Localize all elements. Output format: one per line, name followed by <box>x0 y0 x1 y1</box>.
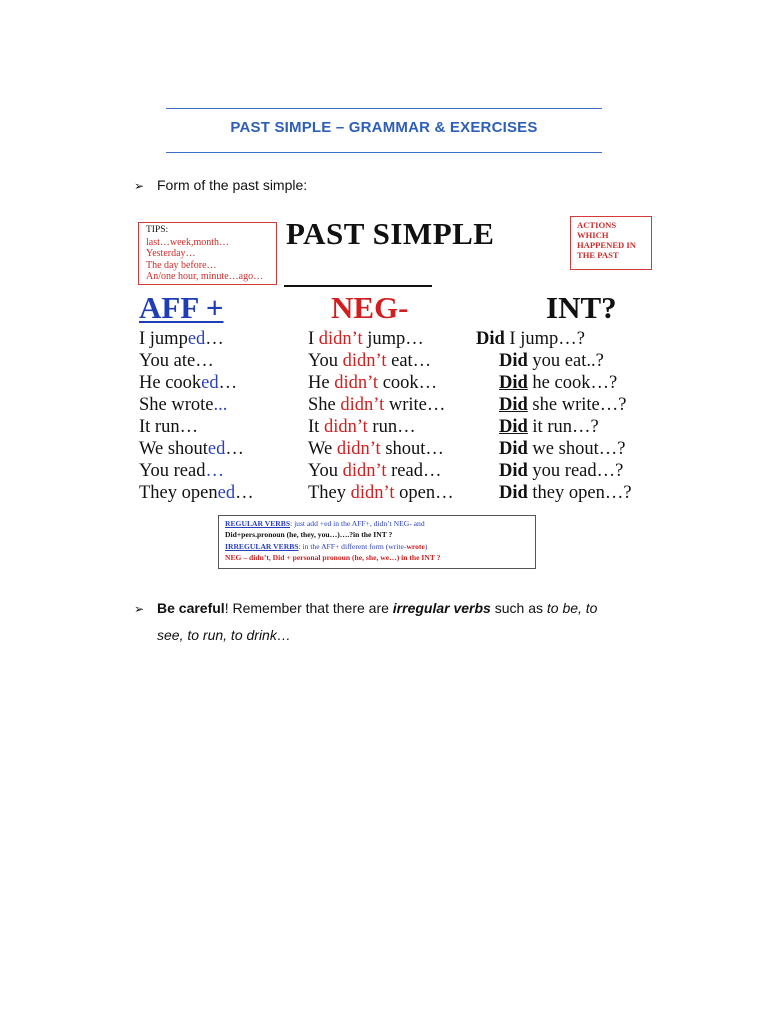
note-line: NEG – didn’t, Did + personal pronoun (he, she, we…) in the INT ? <box>225 553 441 563</box>
actions-line: THE PAST <box>577 250 619 260</box>
actions-line: WHICH <box>577 230 609 240</box>
int-header: INT? <box>546 290 617 325</box>
actions-line: HAPPENED IN <box>577 240 636 250</box>
bullet-arrow-icon: ➢ <box>134 179 145 193</box>
int-row: Did he cook…? <box>499 373 618 393</box>
actions-box <box>570 216 652 270</box>
careful-paragraph-cont: see, to run, to drink… <box>157 627 291 643</box>
neg-header: NEG- <box>331 290 409 325</box>
figure-title: PAST SIMPLE <box>286 216 495 251</box>
int-column <box>476 328 632 504</box>
aff-row: She wrote... <box>139 395 228 415</box>
tips-line: last…week,month… <box>146 236 230 248</box>
int-row: Did you eat..? <box>499 351 604 371</box>
tips-title: TIPS: <box>146 225 169 235</box>
neg-row: You didn’t read… <box>308 461 442 481</box>
aff-header: AFF + <box>139 290 224 325</box>
tips-line: Yesterday… <box>146 248 196 259</box>
int-row: Did I jump…? <box>476 329 585 349</box>
aff-row: They opened… <box>139 483 254 503</box>
past-simple-figure <box>134 212 654 512</box>
tips-line: The day before… <box>146 259 217 271</box>
aff-row: I jumped… <box>139 329 224 349</box>
neg-row: You didn’t eat… <box>308 351 432 371</box>
neg-row: It didn’t run… <box>308 417 416 437</box>
int-row: Did we shout…? <box>499 439 626 459</box>
int-row: Did it run…? <box>499 417 599 437</box>
aff-column <box>139 328 254 504</box>
verbs-note-box <box>218 515 536 569</box>
int-row: Did she write…? <box>499 395 627 415</box>
aff-row: He cooked… <box>139 373 238 393</box>
bullet-form-text: Form of the past simple: <box>157 177 308 193</box>
int-row: Did you read…? <box>499 461 624 481</box>
note-line: IRREGULAR VERBS: in the AFF+ different form (write-wrote) <box>225 541 428 551</box>
aff-row: It run… <box>139 417 199 437</box>
page-title: PAST SIMPLE – GRAMMAR & EXERCISES <box>230 119 538 136</box>
neg-column <box>308 328 454 504</box>
tips-line: An/one hour, minute…ago… <box>146 271 264 282</box>
bottom-rule <box>166 152 602 153</box>
aff-row: You ate… <box>139 351 214 371</box>
note-line: REGULAR VERBS: just add +ed in the AFF+, didn’t NEG- and <box>225 519 425 528</box>
top-rule <box>166 108 602 109</box>
careful-paragraph: Be careful! Remember that there are irregular verbs such as to be, to <box>157 600 598 616</box>
neg-row: I didn’t jump… <box>308 329 424 349</box>
neg-row: We didn’t shout… <box>308 439 444 459</box>
title-underline <box>284 285 432 287</box>
int-row: Did they open…? <box>499 483 632 503</box>
aff-row: We shouted… <box>139 439 244 459</box>
tips-box <box>138 222 277 285</box>
neg-row: They didn’t open… <box>308 483 454 503</box>
neg-row: He didn’t cook… <box>308 373 438 393</box>
neg-row: She didn’t write… <box>308 395 446 415</box>
aff-row: You read… <box>139 461 224 481</box>
bullet-arrow-icon: ➢ <box>134 602 145 616</box>
note-line: Did+pers.pronoun (he, they, you…)….?in the INT ? <box>225 530 393 540</box>
actions-line: ACTIONS <box>577 220 617 230</box>
